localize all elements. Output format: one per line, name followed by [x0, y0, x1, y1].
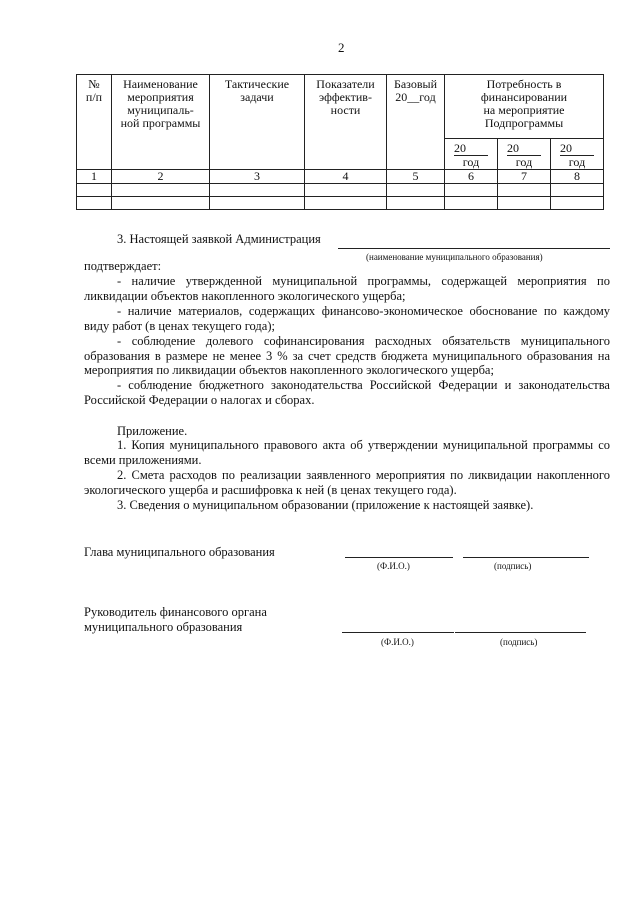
bullet-legislation: - соблюдение бюджетного законодательства Российской Федерации и законодательства Российской Федерации о налогах и сборах. [84, 378, 610, 407]
column-number: 8 [551, 170, 604, 184]
year-label: год [568, 155, 586, 169]
bullet-program: - наличие утвержденной муниципальной программы, содержащей мероприятия по ликвидации объектов накопленного экологического ущерба; [84, 274, 610, 303]
appendix-item-3: 3. Сведения о муниципальном образовании (приложение к настоящей заявке). [117, 498, 534, 512]
header-line: Потребность в [486, 77, 562, 91]
header-measure-name [112, 75, 210, 170]
header-efficiency-indicators [305, 75, 387, 170]
header-line: Наименование [123, 77, 198, 91]
finance-signature-caption: (подпись) [500, 637, 538, 647]
column-number: 5 [387, 170, 445, 184]
statement-intro: 3. Настоящей заявкой Администрация [117, 232, 321, 246]
year-label: год [515, 155, 533, 169]
head-signature-line [463, 557, 589, 558]
year-prefix: 20 [507, 142, 541, 156]
appendix-item-1: 1. Копия муниципального правового акта об утверждении муниципальной программы со всеми приложениями. [84, 438, 610, 467]
header-line: 20__год [395, 90, 436, 104]
finance-fio-line [342, 632, 454, 633]
header-line: Тактические [224, 77, 290, 91]
header-line: финансировании [480, 90, 568, 104]
header-line: задачи [240, 90, 274, 104]
column-number: 4 [305, 170, 387, 184]
header-line: муниципаль- [127, 103, 194, 117]
year-column-2 [498, 139, 551, 170]
header-line: ной программы [120, 116, 201, 130]
appendix-item-2: 2. Смета расходов по реализации заявленного мероприятия по ликвидации накопленного экологического ущерба и расшифровка к ней (в ценах текущего года). [84, 468, 610, 497]
header-number [77, 75, 112, 170]
bullet-materials: - наличие материалов, содержащих финансово-экономическое обоснование по каждому виду работ (в ценах текущего года); [84, 304, 610, 333]
municipality-name-caption: (наименование муниципального образования) [366, 252, 543, 262]
year-label: год [462, 155, 480, 169]
year-column-1 [445, 139, 498, 170]
municipality-name-line [338, 248, 610, 249]
header-line: ности [330, 103, 361, 117]
header-financing-need [445, 75, 604, 139]
header-line: Показатели [316, 77, 375, 91]
year-prefix: 20 [454, 142, 488, 156]
head-fio-caption: (Ф.И.О.) [377, 561, 410, 571]
finance-label-line-2: муниципального образования [84, 620, 243, 634]
table-row-empty [77, 184, 604, 197]
finance-signature-line [455, 632, 586, 633]
header-line: Базовый [393, 77, 438, 91]
page-number: 2 [338, 40, 345, 55]
header-line: мероприятия [127, 90, 194, 104]
year-column-3 [551, 139, 604, 170]
header-number-text: № п/п [85, 77, 103, 104]
finance-label-line-1: Руководитель финансового органа [84, 605, 267, 619]
head-label: Глава муниципального образования [84, 545, 275, 559]
header-line: Подпрограммы [484, 116, 564, 130]
column-number: 2 [112, 170, 210, 184]
column-numbers-row [77, 170, 604, 184]
header-line: на мероприятие [483, 103, 565, 117]
header-tactical-tasks [210, 75, 305, 170]
bullet-cofinancing: - соблюдение долевого софинансирования расходных обязательств муниципального образования в размере не менее 3 % за счет средств бюджета муниципального образования на мероприятия по ликвидации объектов накопленного экологического ущерба; [84, 334, 610, 378]
header-base-year [387, 75, 445, 170]
financing-table [76, 74, 604, 210]
column-number: 3 [210, 170, 305, 184]
header-line: эффектив- [319, 90, 372, 104]
column-number: 7 [498, 170, 551, 184]
statement-confirms: подтверждает: [84, 259, 162, 273]
head-signature-caption: (подпись) [494, 561, 532, 571]
table-row-empty [77, 197, 604, 210]
column-number: 6 [445, 170, 498, 184]
head-fio-line [345, 557, 453, 558]
column-number: 1 [77, 170, 112, 184]
finance-fio-caption: (Ф.И.О.) [381, 637, 414, 647]
appendix-title: Приложение. [117, 424, 188, 438]
year-prefix: 20 [560, 142, 594, 156]
